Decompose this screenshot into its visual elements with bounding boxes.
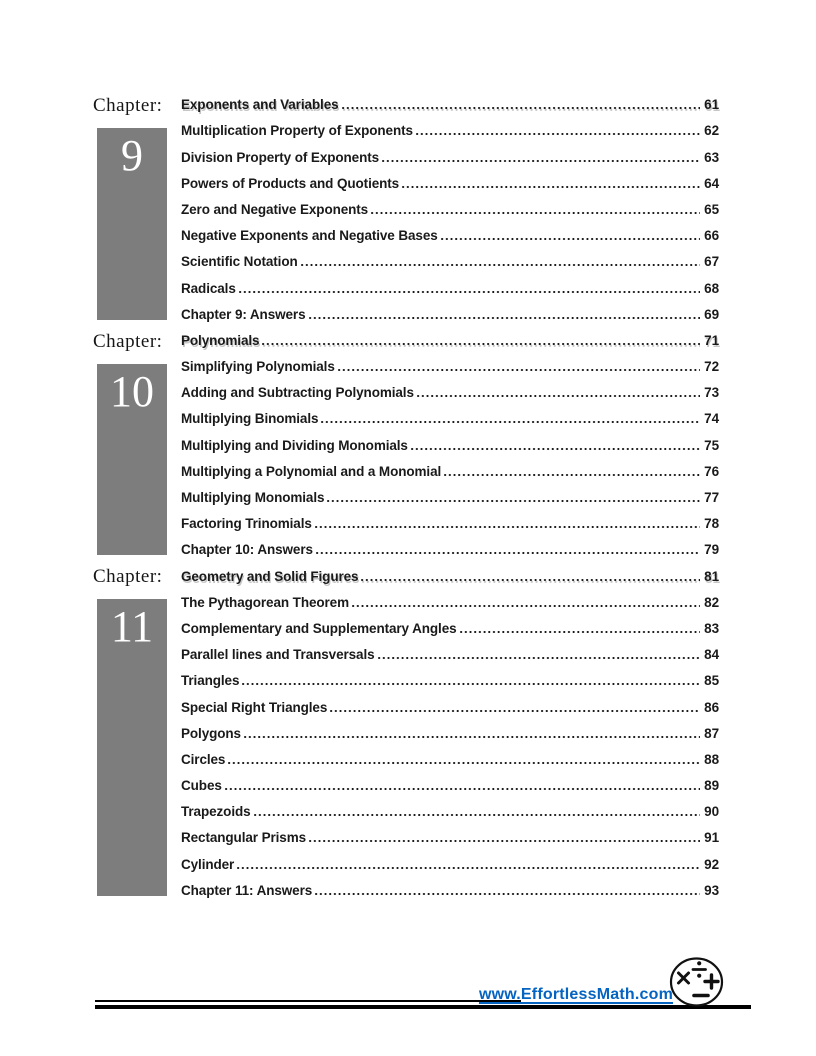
toc-entry-page-number: 87 [704, 725, 719, 741]
toc-entry-row [181, 666, 719, 692]
toc-entry-row [181, 378, 719, 404]
toc-entry-title: Division Property of Exponents [181, 149, 380, 165]
chapter-section-10 [95, 326, 719, 562]
dotted-leader [411, 442, 700, 452]
toc-entry-page-number: 77 [704, 490, 719, 505]
dotted-leader [327, 494, 700, 504]
toc-entry-page-number: 74 [704, 411, 719, 427]
dotted-leader [237, 861, 700, 871]
chapter-number-box [97, 364, 167, 556]
toc-entry-row [181, 116, 719, 142]
toc-entry-title: Factoring Trinomials [181, 516, 312, 532]
toc-chapter-title-row [181, 90, 719, 116]
toc-chapter-title-row [181, 326, 719, 352]
dotted-leader [262, 337, 700, 347]
toc-entry-title: Chapter 9: Answers [181, 306, 306, 322]
toc-entry-title: Multiplication Property of Exponents [181, 123, 413, 139]
toc-entry-row [181, 640, 719, 666]
toc-entry-row [181, 719, 719, 745]
chapter-number: 11 [110, 602, 154, 652]
chapter-section-11 [95, 561, 719, 901]
toc-entry-row [181, 614, 719, 640]
toc-entry-page-number: 79 [704, 542, 719, 558]
chapter-number: 10 [110, 366, 154, 416]
toc-entry-page-number: 86 [704, 699, 719, 715]
toc-entry-row [181, 823, 719, 849]
dotted-leader [402, 180, 700, 190]
toc-entry-page-number: 62 [704, 123, 719, 139]
dotted-leader [378, 651, 701, 661]
dotted-leader [244, 730, 700, 740]
dotted-leader [338, 363, 700, 373]
toc-entry-row [181, 535, 719, 561]
toc-entry-page-number: 69 [704, 306, 719, 322]
toc-entry-title: Negative Exponents and Negative Bases [181, 228, 438, 244]
toc-entry-title: Cylinder [181, 856, 235, 872]
toc-entry-page-number: 81 [704, 568, 719, 584]
dotted-leader [361, 573, 700, 583]
toc-entry-title: Powers of Products and Quotients [181, 175, 400, 191]
toc-entry-title: Special Right Triangles [181, 699, 328, 715]
chapter-section-9 [95, 90, 719, 326]
toc-entry-title: Multiplying a Polynomial and a Monomial [181, 463, 442, 479]
toc-entry-title: Scientific Notation [181, 254, 298, 270]
toc-entry-title: Parallel lines and Transversals [181, 647, 375, 663]
toc-entry-row [181, 430, 719, 456]
dotted-leader [254, 808, 701, 818]
toc-entry-title: Exponents and Variables [181, 97, 339, 113]
toc-entry-page-number: 75 [704, 437, 719, 453]
dotted-leader [315, 520, 700, 530]
dotted-leader [239, 285, 700, 295]
toc-entry-row [181, 404, 719, 430]
toc-entry-row [181, 876, 719, 902]
dotted-leader [342, 101, 701, 111]
dotted-leader [321, 415, 700, 425]
dotted-leader [441, 232, 701, 242]
toc-entry-title: Polygons [181, 725, 241, 741]
toc-entry-page-number: 65 [704, 201, 719, 217]
toc-entry-row [181, 169, 719, 195]
toc-entry-title: Multiplying Monomials [181, 490, 325, 505]
toc-entry-row [181, 195, 719, 221]
toc-entry-row [181, 588, 719, 614]
chapter-left-column [95, 326, 181, 562]
toc-entry-row [181, 745, 719, 771]
chapter-entry-list [181, 561, 719, 901]
toc-entry-title: Simplifying Polynomials [181, 359, 335, 375]
chapter-left-column [95, 90, 181, 326]
toc-entry-row [181, 300, 719, 326]
toc-entry-title: Geometry and Solid Figures [181, 568, 359, 584]
footer-rule-thick [95, 1005, 751, 1009]
chapter-number-box [97, 599, 167, 895]
dotted-leader [352, 599, 700, 609]
toc-entry-page-number: 67 [704, 254, 719, 270]
toc-entry-page-number: 78 [704, 516, 719, 532]
toc-entry-title: Chapter 11: Answers [181, 882, 313, 898]
toc-entry-page-number: 71 [704, 332, 719, 348]
dotted-leader [309, 311, 701, 321]
chapter-label: Chapter: [93, 330, 163, 352]
toc-entry-title: Multiplying and Dividing Monomials [181, 437, 408, 453]
chapter-entry-list [181, 90, 719, 326]
toc-entry-page-number: 72 [704, 359, 719, 375]
toc-entry-page-number: 63 [704, 149, 719, 165]
toc-entry-title: Cubes [181, 778, 222, 794]
math-symbols-logo-icon [669, 957, 725, 1009]
toc-entry-page-number: 82 [704, 594, 719, 610]
toc-entry-row [181, 849, 719, 875]
toc-entry-title: Triangles [181, 673, 240, 689]
toc-entry-page-number: 76 [704, 463, 719, 479]
effortlessmath-link[interactable]: www.EffortlessMath.com [478, 986, 673, 1003]
chapter-label: Chapter: [93, 95, 163, 116]
toc-entry-row [181, 142, 719, 168]
toc-entry-page-number: 73 [704, 385, 719, 401]
dotted-leader [417, 389, 700, 399]
toc-entry-row [181, 247, 719, 273]
toc-entry-page-number: 88 [704, 751, 719, 767]
toc-entry-row [181, 692, 719, 718]
toc-entry-title: Polynomials [181, 332, 260, 348]
toc-entry-page-number: 91 [704, 830, 719, 846]
toc-entry-row [181, 483, 719, 509]
toc-entry-page-number: 64 [704, 175, 719, 191]
toc-entry-title: Complementary and Supplementary Angles [181, 620, 457, 636]
toc-entry-row [181, 797, 719, 823]
chapter-number: 9 [121, 131, 143, 180]
toc-entry-row [181, 509, 719, 535]
toc-entry-page-number: 92 [704, 856, 719, 872]
toc-entry-row [181, 273, 719, 299]
toc-entry-title: Chapter 10: Answers [181, 542, 313, 558]
toc-entry-page-number: 68 [704, 280, 719, 296]
toc-entry-page-number: 84 [704, 647, 719, 663]
toc-entry-title: The Pythagorean Theorem [181, 594, 349, 610]
dotted-leader [315, 887, 700, 897]
toc-entry-title: Circles [181, 751, 226, 767]
toc-entry-row [181, 352, 719, 378]
chapter-label: Chapter: [93, 566, 163, 588]
dotted-leader [330, 704, 700, 714]
toc-entry-page-number: 85 [704, 673, 719, 689]
toc-entry-title: Adding and Subtracting Polynomials [181, 385, 414, 401]
chapter-number-box [97, 128, 167, 320]
toc-entry-row [181, 457, 719, 483]
chapter-left-column [95, 561, 181, 901]
toc-chapter-title-row [181, 561, 719, 587]
dotted-leader [225, 782, 700, 792]
dotted-leader [444, 468, 700, 478]
toc-entry-page-number: 83 [704, 620, 719, 636]
dotted-leader [460, 625, 701, 635]
dotted-leader [382, 154, 700, 164]
toc-entry-title: Rectangular Prisms [181, 830, 306, 846]
dotted-leader [371, 206, 700, 216]
dotted-leader [316, 546, 700, 556]
dotted-leader [228, 756, 700, 766]
table-of-contents [95, 90, 719, 902]
dotted-leader [309, 834, 700, 844]
toc-entry-title: Multiplying Binomials [181, 411, 319, 427]
footer-rule-thin [95, 1000, 521, 1002]
toc-entry-row [181, 771, 719, 797]
toc-entry-page-number: 66 [704, 228, 719, 244]
dotted-leader [416, 127, 700, 137]
toc-entry-title: Zero and Negative Exponents [181, 201, 369, 217]
toc-entry-page-number: 89 [704, 778, 719, 794]
toc-entry-row [181, 221, 719, 247]
dotted-leader [301, 258, 701, 268]
toc-entry-title: Trapezoids [181, 804, 251, 820]
chapter-entry-list [181, 326, 719, 562]
toc-entry-page-number: 61 [704, 97, 719, 113]
dotted-leader [242, 677, 700, 687]
toc-entry-page-number: 90 [704, 804, 719, 820]
toc-entry-title: Radicals [181, 280, 236, 296]
toc-entry-page-number: 93 [704, 882, 719, 898]
